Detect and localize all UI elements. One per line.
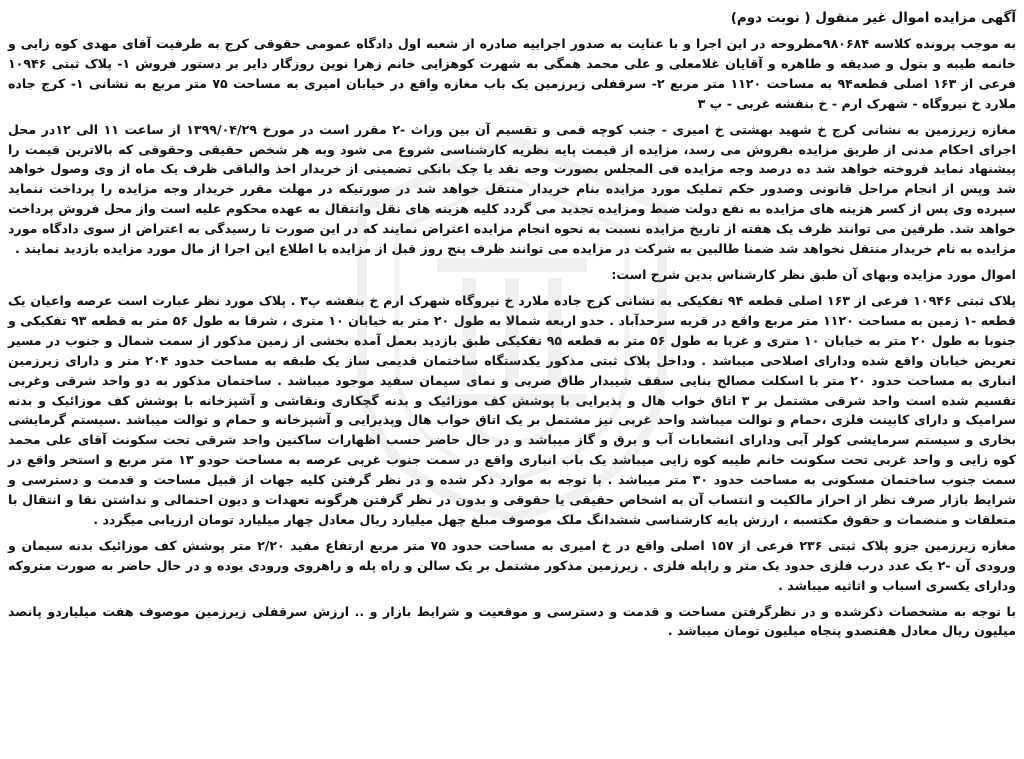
notice-auction-terms-paragraph: مغازه زیرزمین به نشانی کرج خ شهید بهشتی خ امیری - جنب کوچه قمی و تقسیم آن بین وراث -۲ مقرر است در مورخ ۱۳۹۹/۰۴/۲۹ از ساعت ۱۱ الی ۱۲در محل اجرای احکام مدنی از طریق مزایده بفروش می رسد، مزایده از قیمت پایه نظریه کارشناسی شروع می شود وبه هر شخص حقیقی وحقوقی که بالاترین قیمت را پیشنهاد نماید فروخته خواهد شد ده درصد وجه مزایده فی المجلس بصورت وجه نقد یا چک بانکی تضمینی از خریدار اخذ والباقی ظرف یک ماه از وی وصول خواهد شد وپس از انجام مراحل قانونی وصدور حکم تملیک مورد مزایده بنام خریدار منتقل خواهد شد در صورتیکه در مهلت مقرر خریدار وجه مزایده را پرداخت ننماید سپرده وی پس از کسر هزینه های مزایده به نفع دولت ضبط ومزایده تجدید می گردد کلیه هزینه های نقل وانتقال به عهده محکوم علیه است واز محل فروش پرداخت خواهد شد. طرفین می توانند ظرف یک هفته از تاریخ مزایده نسبت به نحوه انجام مزایده اعتراض نمایند که در این صورت تا رسیدگی به اعتراض از سوی دادگاه مورد مزایده به نام خریدار منتقل نخواهد شد ضمنا طالبین به شرکت در مزایده می توانند ظرف پنج روز قبل از مزایده با اطلاع این اجرا از مال مورد مزایده بازدید نمایند .: [8, 121, 1017, 257]
notice-intro-paragraph: به موجب پرونده کلاسه ۹۸۰۶۸۴مطروحه در این اجرا و با عنایت به صدور اجراییه صادره از شعبه اول دادگاه عمومی حقوقی کرج به طرفیت آقای مهدی کوه زایی و خانمه طیبه و بتول و صدیقه و طاهره و آقایان غلامعلی و علی محمد همگی به شهرت کوهزایی خانم زهرا نوین روزگار دایر بر دستور فروش ۱- پلاک ثبتی ۱۰۹۴۶ فرعی از ۱۶۳ اصلی قطعه۹۴ به مساحت ۱۱۲۰ متر مربع ۲- سرقفلی زیرزمین یک باب مغازه واقع در خیابان امیری به مساحت ۷۵ متر مربع به نشانی ۱- کرج جاده ملارد خ نیروگاه - شهرک ارم - خ بنفشه غربی - پ ۳: [8, 36, 1017, 111]
property-2-description: مغازه زیرزمین جزو پلاک ثبتی ۲۳۶ فرعی از ۱۵۷ اصلی واقع در خ امیری به مساحت حدود ۷۵ متر مربع ارتفاع مفید ۲/۲۰ متر پوشش کف موزائیک بدنه سیمان و ورودی آن -۲ یک عدد درب فلزی حدود یک متر و راپله فلزی . زیرزمین مذکور مشتمل بر یک سالن و راه پله و راهروی ورودی بوده و در حال حاضر به صورت متروکه ودارای یکسری اسباب و اثاثیه میباشد .: [8, 537, 1016, 593]
notice-title: آگهی مزایده اموال غیر منقول ( نوبت دوم): [730, 10, 1016, 26]
valuation-conclusion: با توجه به مشخصات ذکرشده و در نظرگرفتن مساحت و قدمت و دسترسی و موقعیت و شرایط بازار و .. ارزش سرقفلی زیرزمین موصوف هفت میلیاردو پانصد میلیون ریال معادل هفتصدو پنجاه میلیون تومان میباشد .: [8, 603, 1016, 639]
property-1-description: پلاک ثبتی ۱۰۹۴۶ فرعی از ۱۶۳ اصلی قطعه ۹۴ تفکیکی به نشانی کرج جاده ملارد خ نیروگاه شهرک ارم خ بنفشه پ۳ . پلاک مورد نظر عبارت است عرصه واعیان یک قطعه -۱ زمین به مساحت ۱۱۲۰ متر مربع واقع در قریه سرحدآباد . حدو اربعه شمالا به طول ۲۰ متر به خیابان ۱۰ متری ، شرقا به طول ۵۶ متر به قطعه ۹۳ تفکیکی و جنوبا به طول ۲۰ متر به خیابان ۱۰ متری و غربا به طول ۵۶ متر به قطعه ۹۵ تفکیکی طبق بازدید بعمل آمده بخشی از زمین مذکور از سمت شمال و جنوب در مسیر تعریض خیابان واقع شده ودارای اصلاحی میباشد . وداخل پلاک ثبتی مذکور یکدستگاه ساختمان قدیمی ساز یک طبقه به مساحت حدود ۲۰۴ متر و دارای زیرزمین انباری به مساحت حدود ۲۰ متر با اسکلت مصالح بنایی سقف شیبدار طاق ضربی و نمای سیمان سفید موجود میباشد . ساختمان مذکور به دو واحد شرقی وغربی تقسیم شده است واحد شرقی مشتمل بر ۳ اتاق خواب هال و پذیرایی با پوشش کف موزائیک و بدنه گچکاری ونقاشی و آشپزخانه با پوشش کف موزائیک و بدنه سرامیک و دارای کابینت فلزی ،حمام و توالت میباشد واحد غربی نیز مشتمل بر یک اتاق خواب هال وپذیرایی و آشپزخانه و حمام و توالت میباشد .سیستم گرمایشی بخاری و سیستم سرمایشی کولر آبی ودارای انشعابات آب و برق و گاز میباشد و در حال حاضر حسب اظهارات ساکنین واحد شرقی تحت سکونت آقای علی محمد کوه زایی و واحد غربی تحت سکونت خانم طیبه کوه زایی میباشد یک باب انباری واقع در سمت جنوب غربی عرصه به مساحت حودو ۱۳ متر مربع و استخر واقع در سمت جنوب ساختمان مسکونی به مساحت حدود ۳۰ متر میباشد . با توجه به موارد ذکر شده و در نظر گرفتن کلیه جهات از قبیل مساحت و قدمت و دسترسی و شرایط بازار صرف نظر از احراز مالکیت و انتساب آن به اشخاص حقیقی یا حقوقی و بدون در نظر گرفتن هرگونه تعهدات و دیون احتمالی و نداشتن نقا و انتقال با متعلقات و منضمات و حقوق مکتسبه ، ارزش پایه کارشناسی ششدانگ ملک موصوف مبلغ چهل میلیارد ریال معادل چهار میلیارد تومان ارزیابی میگردد .: [8, 292, 1017, 527]
property-list-heading: اموال مورد مزایده وبهای آن طبق نظر کارشناس بدین شرح است:: [611, 266, 1016, 282]
